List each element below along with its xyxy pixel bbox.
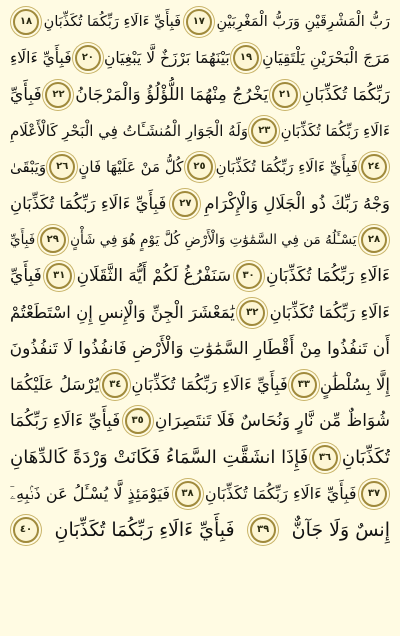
verse-text: شُوَاظٌ مِّن نَّارٍ وَنُحَاسٌ فَلَا تَنتَصِرَانِ bbox=[154, 411, 390, 432]
text-line bbox=[10, 258, 390, 294]
verse-number-marker: ٢٧ bbox=[172, 191, 198, 217]
verse-text: فَبِأَيِّ ءَالَاءِ bbox=[10, 49, 72, 68]
verse-text: فَبِأَيِّ bbox=[10, 84, 42, 105]
verse-text: يَخْرُجُ مِنْهُمَا اللُّؤْلُؤُ وَالْمَرْجَانُ bbox=[75, 84, 269, 105]
verse-text: ءَالَاءِ رَبِّكُمَا تُكَذِّبَانِ bbox=[266, 266, 390, 287]
text-line bbox=[10, 476, 390, 512]
verse-text: رَبُّ الْمَشْرِقَيْنِ وَرَبُّ الْمَغْرِبَيْنِ bbox=[216, 14, 390, 31]
verse-text: يَٰمَعْشَرَ الْجِنِّ وَالْإِنسِ إِنِ اسْتَطَعْتُمْ bbox=[10, 302, 235, 322]
text-line bbox=[10, 149, 390, 185]
verse-text: فَبِأَيِّ ءَالَاءِ رَبِّكُمَا تُكَذِّبَانِ bbox=[54, 519, 235, 542]
text-line bbox=[10, 512, 390, 548]
verse-text: فَإِذَا انشَقَّتِ السَّمَاءُ فَكَانَتْ وَرْدَةً كَالدِّهَانِ bbox=[10, 446, 309, 468]
verse-text: مَرَجَ الْبَحْرَيْنِ يَلْتَقِيَانِ bbox=[262, 49, 390, 68]
text-line bbox=[10, 403, 390, 439]
verse-number-marker: ٢٣ bbox=[251, 118, 277, 144]
verse-number-marker: ٢٢ bbox=[45, 82, 71, 108]
verse-number-marker: ٢١ bbox=[272, 82, 298, 108]
text-line bbox=[10, 222, 390, 258]
verse-text: ءَالَاءِ رَبِّكُمَا تُكَذِّبَانِ bbox=[269, 302, 390, 322]
text-line bbox=[10, 77, 390, 113]
verse-number-marker: ٣٢ bbox=[239, 300, 265, 326]
verse-number-marker: ٣٦ bbox=[312, 445, 338, 471]
verse-number-marker: ٣٤ bbox=[102, 372, 128, 398]
verse-number-marker: ٣٩ bbox=[250, 517, 276, 543]
verse-text: فَبِأَيِّ ءَالَاءِ رَبِّكُمَا تُكَذِّبَانِ bbox=[131, 375, 288, 395]
verse-number-marker: ٣١ bbox=[46, 263, 72, 289]
text-line bbox=[10, 294, 390, 330]
verse-number-marker: ٣٧ bbox=[361, 481, 387, 507]
verse-text: تُكَذِّبَانِ bbox=[341, 446, 390, 468]
verse-text: سَنَفْرُغُ لَكُمْ أَيُّهَ الثَّقَلَانِ bbox=[76, 266, 232, 287]
text-line bbox=[10, 40, 390, 76]
text-line bbox=[10, 185, 390, 221]
verse-text: بَيْنَهُمَا بَرْزَخٌ لَّا يَبْغِيَانِ bbox=[104, 49, 230, 68]
verse-number-marker: ٢٥ bbox=[187, 154, 213, 180]
verse-number-marker: ٢٩ bbox=[40, 227, 66, 253]
verse-text: إِلَّا بِسُلْطَٰنٍ bbox=[319, 375, 390, 395]
verse-text: ءَالَاءِ رَبِّكُمَا تُكَذِّبَانِ bbox=[280, 122, 390, 141]
verse-number-marker: ٣٥ bbox=[125, 408, 151, 434]
verse-number-marker: ١٨ bbox=[13, 9, 39, 35]
verse-text: رَبِّكُمَا تُكَذِّبَانِ bbox=[301, 84, 390, 105]
verse-text: أَن تَنفُذُوا مِنْ أَقْطَارِ السَّمَٰوَٰتِ وَالْأَرْضِ فَانفُذُوا لَا تَنفُذُونَ bbox=[10, 338, 390, 359]
text-line bbox=[10, 367, 390, 403]
verse-text: كُلُّ مَنْ عَلَيْهَا فَانٍ bbox=[78, 158, 184, 177]
verse-text: فَيَوْمَئِذٍ لَّا يُسْـَٔلُ عَن ذَنۢبِهِۦٓ bbox=[10, 484, 171, 503]
verse-text: وَيَبْقَىٰ bbox=[10, 158, 47, 177]
verse-text: فَبِأَيِّ ءَالَاءِ رَبِّكُمَا تُكَذِّبَانِ bbox=[215, 158, 358, 177]
verse-text: يُرْسَلُ عَلَيْكُمَا bbox=[10, 375, 100, 395]
verse-number-marker: ١٩ bbox=[233, 45, 259, 71]
verse-text: يَسْـَٔلُهُ مَن فِي السَّمَٰوَٰتِ وَالْأَرْضِ كُلَّ يَوْمٍ هُوَ فِي شَأْنٍ bbox=[70, 231, 357, 248]
verse-number-marker: ٣٠ bbox=[236, 263, 262, 289]
text-line bbox=[10, 440, 390, 476]
verse-text: فَبِأَيِّ ءَالَاءِ رَبِّكُمَا تُكَذِّبَانِ bbox=[43, 14, 182, 31]
verse-text: فَبِأَيِّ bbox=[10, 231, 36, 248]
text-line bbox=[10, 113, 390, 149]
verse-number-marker: ٢٤ bbox=[361, 154, 387, 180]
verse-number-marker: ٣٨ bbox=[175, 481, 201, 507]
verse-number-marker: ١٧ bbox=[186, 9, 212, 35]
verse-text: فَبِأَيِّ ءَالَاءِ رَبِّكُمَا تُكَذِّبَانِ bbox=[204, 484, 357, 503]
text-line bbox=[10, 331, 390, 367]
verse-number-marker: ٢٦ bbox=[49, 154, 75, 180]
verse-text: فَبِأَيِّ bbox=[10, 266, 42, 287]
text-line bbox=[10, 4, 390, 40]
verse-text: وَجْهُ رَبِّكَ ذُو الْجَلَالِ وَالْإِكْرَامِ bbox=[204, 193, 390, 213]
verse-text: وَلَهُ الْجَوَارِ الْمُنشَـَٔاتُ فِي الْبَحْرِ كَالْأَعْلَامِ bbox=[10, 122, 249, 141]
verse-text: فَبِأَيِّ ءَالَاءِ رَبِّكُمَا bbox=[10, 411, 121, 432]
verse-number-marker: ٤٠ bbox=[13, 517, 39, 543]
verse-number-marker: ٢٨ bbox=[361, 227, 387, 253]
verse-text: فَبِأَيِّ ءَالَاءِ رَبِّكُمَا تُكَذِّبَانِ bbox=[10, 193, 167, 213]
verse-number-marker: ٣٣ bbox=[291, 372, 317, 398]
verse-number-marker: ٢٠ bbox=[75, 45, 101, 71]
verse-text: إِنسٌ وَلَا جَآنٌّ bbox=[291, 519, 390, 542]
